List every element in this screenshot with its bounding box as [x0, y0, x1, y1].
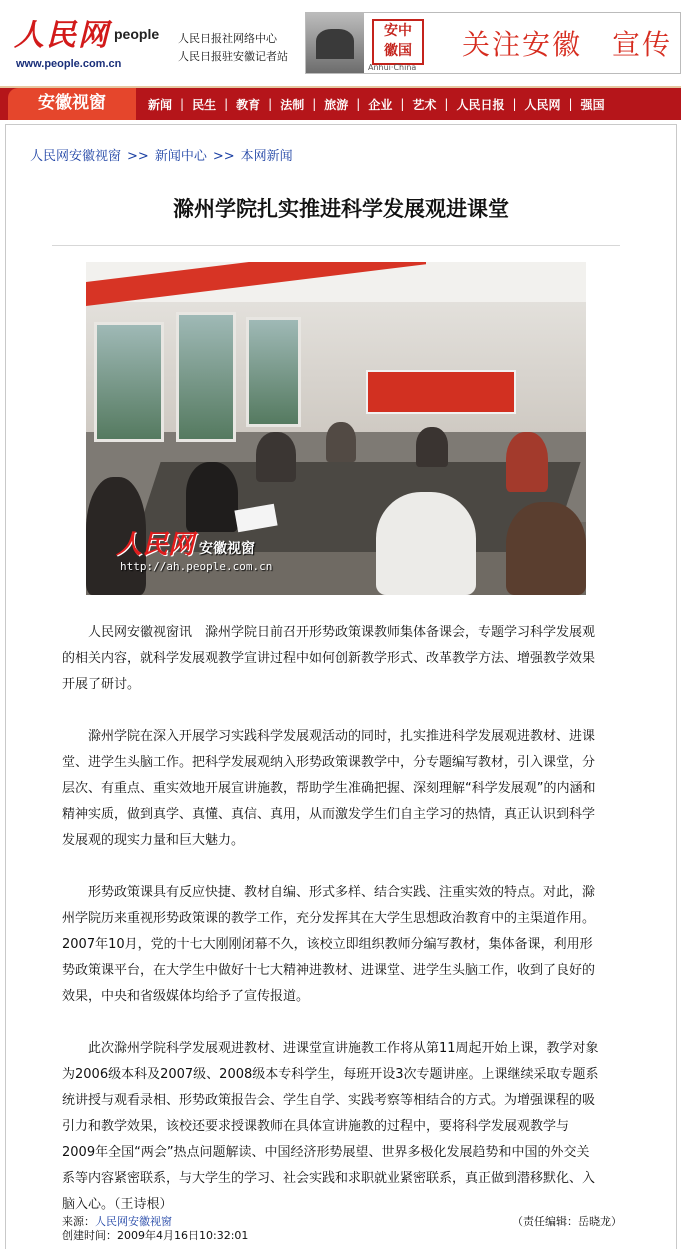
site-desc-line2: 人民日报驻安徽记者站	[178, 50, 288, 63]
article-paragraph: 形势政策课具有反应快捷、教材自编、形式多样、结合实践、注重实效的特点。对此，滁州学院历来重视形势政策课的教学工作，充分发挥其在大学生思想政治教育中的主渠道作用。2007年10月，党的十七大刚刚闭幕不久，该校立即组织教师分编写教材，集体备课，利用形势政策课平台，在大学生中做好十七大精神进教材、进课堂、进学生头脑工作，收到了良好的效果，中央和省级媒体均给予了宣传报道。	[62, 885, 596, 1004]
site-desc-line1: 人民日报社网络中心	[178, 32, 277, 45]
created-label: 创建时间：	[62, 1229, 117, 1242]
nav-item-people-net[interactable]: 人民网	[524, 97, 561, 112]
source-info	[62, 1215, 172, 1229]
nav-items	[140, 88, 613, 120]
logo-text: 人民网	[14, 18, 110, 53]
photo-person	[376, 492, 476, 595]
nav-item-law[interactable]: 法制	[280, 97, 305, 112]
ad-badge-line1: 安中	[384, 23, 412, 39]
nav-separator: |	[444, 97, 449, 111]
watermark-url: http://ah.people.com.cn	[120, 560, 273, 573]
article-paragraph: 此次滁州学院科学发展观进教材、进课堂宣讲施教工作将从第11周起开始上课，教学对象为2006级本科及2007级、2008级本专科学生，每班开设3次专题讲座。上课继续采取专题系统讲授与观看录相、形势政策报告会、学生自学、实践考察等相结合的方式。为增强课程的吸引力和教学效果，该校还要求授课教师在具体宣讲施教的过程中，要将科学发展观教学与2009年全国“两会”热点问题解读、中国经济形势展望、世界多极化发展趋势和中国的外交关系等内容紧密联系，与大学生的学习、社会实践和求职就业紧密联系，真正做到潜移默化、入脑入心。（王诗根）	[62, 1041, 599, 1212]
ad-banner[interactable]	[305, 12, 681, 74]
nav-brand-anhui[interactable]: 安徽视窗	[8, 88, 136, 120]
nav-item-travel[interactable]: 旅游	[324, 97, 349, 112]
article-paragraph: 人民网安徽视窗讯 滁州学院日前召开形势政策课教师集体备课会，专题学习科学发展观的相关内容，就科学发展观教学宣讲过程中如何创新教学形式、改革教学方法、增强教学效果开展了研讨。	[62, 625, 596, 692]
nav-item-news[interactable]: 新闻	[148, 97, 173, 112]
photo-person	[506, 432, 548, 492]
nav-item-education[interactable]: 教育	[236, 97, 261, 112]
site-description	[178, 30, 288, 66]
watermark-logo: 人民网	[116, 530, 195, 560]
photo-person	[186, 462, 238, 532]
nav-separator: |	[512, 97, 517, 111]
ad-slogan: 关注安徽 宣传	[462, 28, 673, 61]
photo-window	[176, 312, 236, 442]
photo-window	[94, 322, 164, 442]
logo-url[interactable]: www.people.com.cn	[16, 58, 122, 70]
article-footer	[62, 1215, 622, 1243]
nav-item-art[interactable]: 艺术	[412, 97, 437, 112]
responsible-editor: （责任编辑：岳晓龙）	[512, 1215, 622, 1228]
nav-item-enterprise[interactable]: 企业	[368, 97, 393, 112]
breadcrumb-separator: >>	[212, 149, 235, 164]
ad-badge-subtitle: Anhui·China	[368, 63, 417, 72]
logo-people-text: people	[114, 26, 160, 42]
ad-mountain-photo	[306, 13, 364, 74]
ad-badge-line2: 徽国	[384, 43, 412, 59]
article-paragraph: 滁州学院在深入开展学习实践科学发展观活动的同时，扎实推进科学发展观进教材、进课堂、进学生头脑工作。把科学发展观纳入形势政策课教学中，分专题编写教材，引入课堂，分层次、有重点、重实效地开展宣讲施教，帮助学生准确把握、深刻理解“科学发展观”的内涵和精神实质，做到真学、真懂、真信、真用，从而激发学生们自主学习的热情，真正认识到科学发展观的现实力量和巨大魅力。	[62, 729, 596, 848]
article-photo	[86, 262, 586, 595]
nav-item-strong-nation[interactable]: 强国	[580, 97, 605, 112]
photo-person	[326, 422, 356, 462]
nav-separator: |	[312, 97, 317, 111]
photo-person	[416, 427, 448, 467]
created-time: 2009年4月16日10:32:01	[117, 1229, 249, 1242]
people-logo[interactable]	[14, 10, 174, 74]
breadcrumb-news-center[interactable]: 新闻中心	[154, 149, 207, 164]
source-link[interactable]: 人民网安徽视窗	[95, 1215, 172, 1228]
watermark-site-name: 安徽视窗	[199, 541, 255, 557]
photo-person	[256, 432, 296, 482]
source-label: 来源：	[62, 1215, 95, 1228]
content-frame	[5, 124, 677, 1249]
article-body	[62, 620, 602, 1244]
nav-separator: |	[180, 97, 185, 111]
breadcrumb-site-news[interactable]: 本网新闻	[240, 149, 293, 164]
photo-meeting-poster	[366, 370, 516, 414]
nav-separator: |	[568, 97, 573, 111]
article-title: 滁州学院扎实推进科学发展观进课堂	[173, 196, 509, 221]
anhui-china-badge	[372, 19, 424, 65]
source-row	[62, 1215, 622, 1229]
main-nav	[0, 86, 681, 120]
photo-window	[246, 317, 301, 427]
site-header	[0, 0, 681, 86]
breadcrumb-separator: >>	[127, 149, 149, 164]
nav-item-livelihood[interactable]: 民生	[192, 97, 217, 112]
title-divider	[52, 245, 620, 246]
nav-separator: |	[400, 97, 405, 111]
nav-separator: |	[268, 97, 273, 111]
breadcrumb-home[interactable]: 人民网安徽视窗	[30, 149, 122, 164]
created-time-row	[62, 1229, 622, 1243]
photo-person	[506, 502, 586, 595]
nav-item-peoples-daily[interactable]: 人民日报	[456, 97, 505, 112]
nav-separator: |	[224, 97, 229, 111]
nav-separator: |	[356, 97, 361, 111]
breadcrumb	[30, 145, 293, 164]
